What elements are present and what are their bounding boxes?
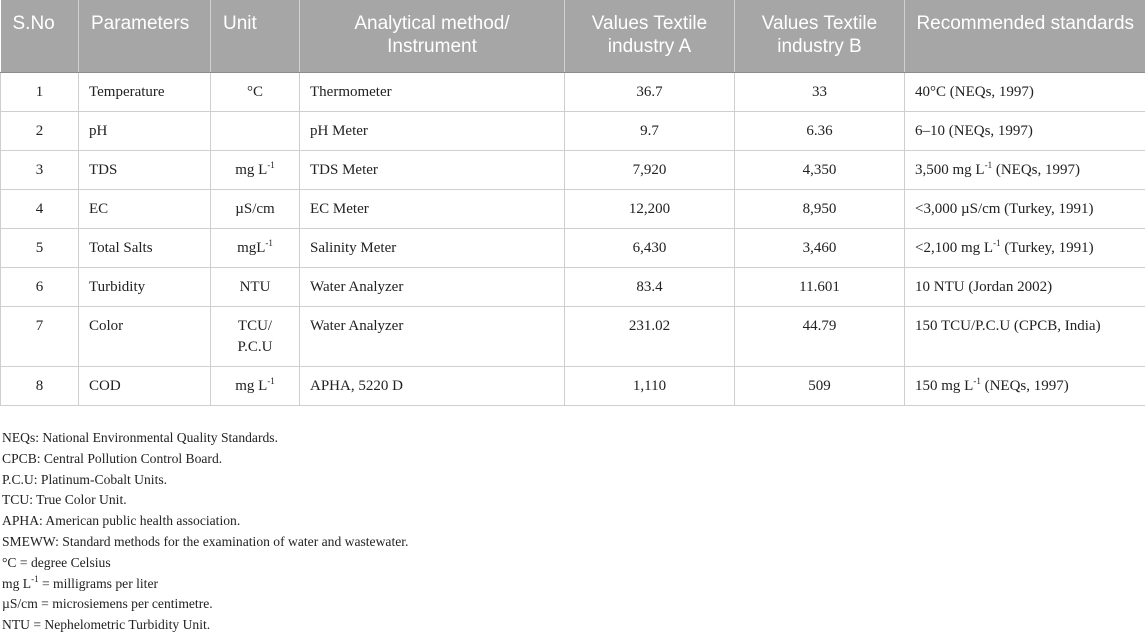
- cell-standard: <3,000 µS/cm (Turkey, 1991): [905, 189, 1145, 228]
- cell-value-b: 44.79: [735, 306, 905, 366]
- header-sno: S.No: [1, 0, 79, 72]
- footnote-line: µS/cm = microsiemens per centimetre.: [2, 594, 408, 615]
- cell-method: Salinity Meter: [300, 228, 565, 267]
- cell-unit: mg $L^{-1}$: [211, 366, 300, 405]
- cell-value-b: 11.601: [735, 267, 905, 306]
- cell-parameter: Color: [79, 306, 211, 366]
- cell-unit: mg $L^{-1}$: [211, 150, 300, 189]
- cell-parameter: Temperature: [79, 72, 211, 111]
- table-row: [1, 72, 1145, 111]
- cell-unit: TCU/ P.C.U: [211, 306, 300, 366]
- cell-method: EC Meter: [300, 189, 565, 228]
- table-row: [1, 228, 1145, 267]
- cell-value-a: 83.4: [565, 267, 735, 306]
- footnote-line: TCU: True Color Unit.: [2, 490, 408, 511]
- cell-method: Water Analyzer: [300, 306, 565, 366]
- header-values-industry-b: Values Textile industry B: [735, 0, 905, 72]
- cell-value-a: 1,110: [565, 366, 735, 405]
- table-row: [1, 306, 1145, 366]
- cell-standard: 10 NTU (Jordan 2002): [905, 267, 1145, 306]
- footnote-line: NEQs: National Environmental Quality Standards.: [2, 428, 408, 449]
- cell-parameter: Total Salts: [79, 228, 211, 267]
- footnote-line: SMEWW: Standard methods for the examination of water and wastewater.: [2, 532, 408, 553]
- footnote-line: mg $L^{-1}$ = milligrams per liter: [2, 574, 408, 595]
- cell-value-a: 231.02: [565, 306, 735, 366]
- cell-standard: 150 TCU/P.C.U (CPCB, India): [905, 306, 1145, 366]
- cell-value-b: 8,950: [735, 189, 905, 228]
- cell-value-a: 12,200: [565, 189, 735, 228]
- footnote-line: NTU = Nephelometric Turbidity Unit.: [2, 615, 408, 636]
- footnote-line: CPCB: Central Pollution Control Board.: [2, 449, 408, 470]
- cell-sno: 2: [1, 111, 79, 150]
- cell-method: Water Analyzer: [300, 267, 565, 306]
- cell-sno: 1: [1, 72, 79, 111]
- cell-method: pH Meter: [300, 111, 565, 150]
- cell-standard: <2,100 mg $L^{-1}$ (Turkey, 1991): [905, 228, 1145, 267]
- table-row: [1, 111, 1145, 150]
- header-recommended-standards: Recommended standards: [905, 0, 1145, 72]
- cell-value-a: 36.7: [565, 72, 735, 111]
- header-unit: Unit: [211, 0, 300, 72]
- cell-sno: 4: [1, 189, 79, 228]
- table-body: [1, 72, 1145, 405]
- cell-unit: NTU: [211, 267, 300, 306]
- cell-parameter: COD: [79, 366, 211, 405]
- cell-value-b: 6.36: [735, 111, 905, 150]
- cell-unit: µS/cm: [211, 189, 300, 228]
- table-row: [1, 267, 1145, 306]
- header-parameters: Parameters: [79, 0, 211, 72]
- cell-value-b: 4,350: [735, 150, 905, 189]
- cell-sno: 8: [1, 366, 79, 405]
- cell-unit: mgL$^{-1}$: [211, 228, 300, 267]
- cell-value-b: 33: [735, 72, 905, 111]
- cell-parameter: pH: [79, 111, 211, 150]
- cell-value-a: 9.7: [565, 111, 735, 150]
- footnote-line: P.C.U: Platinum-Cobalt Units.: [2, 470, 408, 491]
- cell-unit: [211, 111, 300, 150]
- header-analytical-method: Analytical method/ Instrument: [300, 0, 565, 72]
- cell-sno: 5: [1, 228, 79, 267]
- header-values-industry-a: Values Textile industry A: [565, 0, 735, 72]
- cell-standard: 150 mg $L^{-1}$ (NEQs, 1997): [905, 366, 1145, 405]
- cell-value-b: 509: [735, 366, 905, 405]
- table-row: [1, 189, 1145, 228]
- cell-method: APHA, 5220 D: [300, 366, 565, 405]
- cell-sno: 3: [1, 150, 79, 189]
- cell-parameter: EC: [79, 189, 211, 228]
- cell-standard: 6–10 (NEQs, 1997): [905, 111, 1145, 150]
- cell-value-b: 3,460: [735, 228, 905, 267]
- cell-value-a: 7,920: [565, 150, 735, 189]
- cell-method: TDS Meter: [300, 150, 565, 189]
- cell-value-a: 6,430: [565, 228, 735, 267]
- cell-parameter: Turbidity: [79, 267, 211, 306]
- cell-parameter: TDS: [79, 150, 211, 189]
- cell-sno: 6: [1, 267, 79, 306]
- cell-standard: 40°C (NEQs, 1997): [905, 72, 1145, 111]
- table-row: [1, 150, 1145, 189]
- table-header-row: [1, 0, 1145, 72]
- cell-standard: 3,500 mg $L^{-1}$ (NEQs, 1997): [905, 150, 1145, 189]
- table-row: [1, 366, 1145, 405]
- footnote-line: °C = degree Celsius: [2, 553, 408, 574]
- table-footnotes: [2, 428, 408, 636]
- cell-sno: 7: [1, 306, 79, 366]
- cell-unit: °C: [211, 72, 300, 111]
- footnote-line: APHA: American public health association.: [2, 511, 408, 532]
- cell-method: Thermometer: [300, 72, 565, 111]
